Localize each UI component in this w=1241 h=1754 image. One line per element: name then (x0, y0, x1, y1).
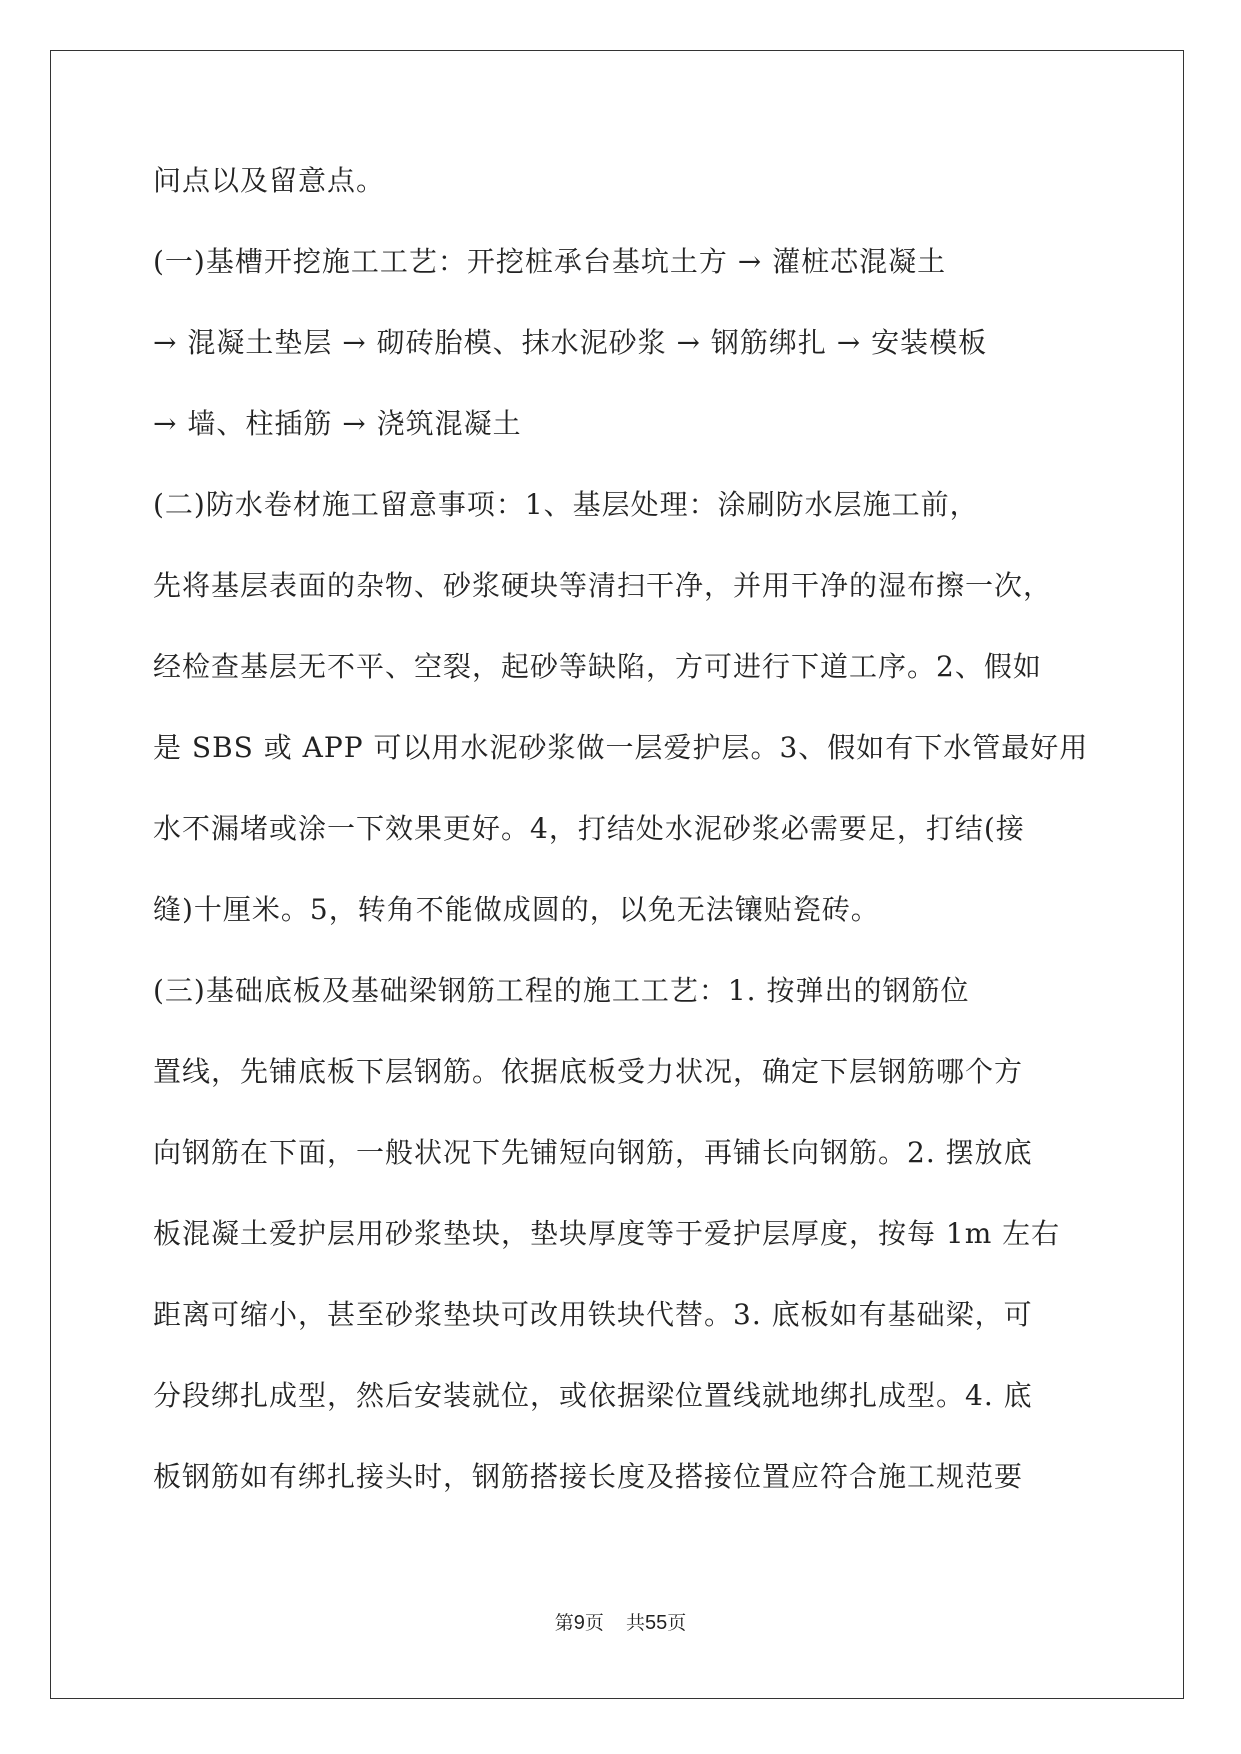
text-line: (三)基础底板及基础梁钢筋工程的施工工艺：1. 按弹出的钢筋位 (153, 974, 970, 1007)
text-line: 经检查基层无不平、空裂，起砂等缺陷，方可进行下道工序。2、假如 (153, 650, 1042, 683)
text-line: 是 SBS 或 APP 可以用水泥砂浆做一层爱护层。3、假如有下水管最好用 (153, 731, 1089, 764)
text-line: 先将基层表面的杂物、砂浆硬块等清扫干净，并用干净的湿布擦一次， (153, 569, 1053, 602)
text-line: 缝)十厘米。5，转角不能做成圆的，以免无法镶贴瓷砖。 (153, 893, 880, 926)
text-line: 水不漏堵或涂一下效果更好。4，打结处水泥砂浆必需要足，打结(接 (153, 812, 1025, 845)
footer-page-suffix: 页 (584, 1612, 604, 1634)
total-pages-number: 55 (644, 1612, 668, 1634)
text-line: 向钢筋在下面，一般状况下先铺短向钢筋，再铺长向钢筋。2. 摆放底 (153, 1136, 1033, 1169)
page-footer (0, 1608, 1241, 1635)
footer-total-suffix: 页 (667, 1612, 687, 1634)
footer-total-prefix: 共 (625, 1612, 645, 1634)
body-text (153, 140, 1098, 1517)
current-page-number: 9 (573, 1612, 585, 1634)
text-line: 问点以及留意点。 (153, 164, 386, 197)
text-line: 板混凝土爱护层用砂浆垫块，垫块厚度等于爱护层厚度，按每 1m 左右 (153, 1217, 1061, 1250)
text-line: 距离可缩小，甚至砂浆垫块可改用铁块代替。3. 底板如有基础梁，可 (153, 1298, 1033, 1331)
text-line: (二)防水卷材施工留意事项：1、基层处理：涂刷防水层施工前， (153, 488, 979, 521)
footer-prefix: 第 (554, 1612, 574, 1634)
text-line: 分段绑扎成型，然后安装就位，或依据梁位置线就地绑扎成型。4. 底 (153, 1379, 1033, 1412)
text-line: → 混凝土垫层 → 砌砖胎模、抹水泥砂浆 → 钢筋绑扎 → 安装模板 (153, 326, 988, 359)
text-line: (一)基槽开挖施工工艺：开挖桩承台基坑土方 → 灌桩芯混凝土 (153, 245, 947, 278)
text-line: 板钢筋如有绑扎接头时，钢筋搭接长度及搭接位置应符合施工规范要 (153, 1460, 1024, 1493)
text-line: 置线，先铺底板下层钢筋。依据底板受力状况，确定下层钢筋哪个方 (153, 1055, 1024, 1088)
text-line: → 墙、柱插筋 → 浇筑混凝土 (153, 407, 522, 440)
